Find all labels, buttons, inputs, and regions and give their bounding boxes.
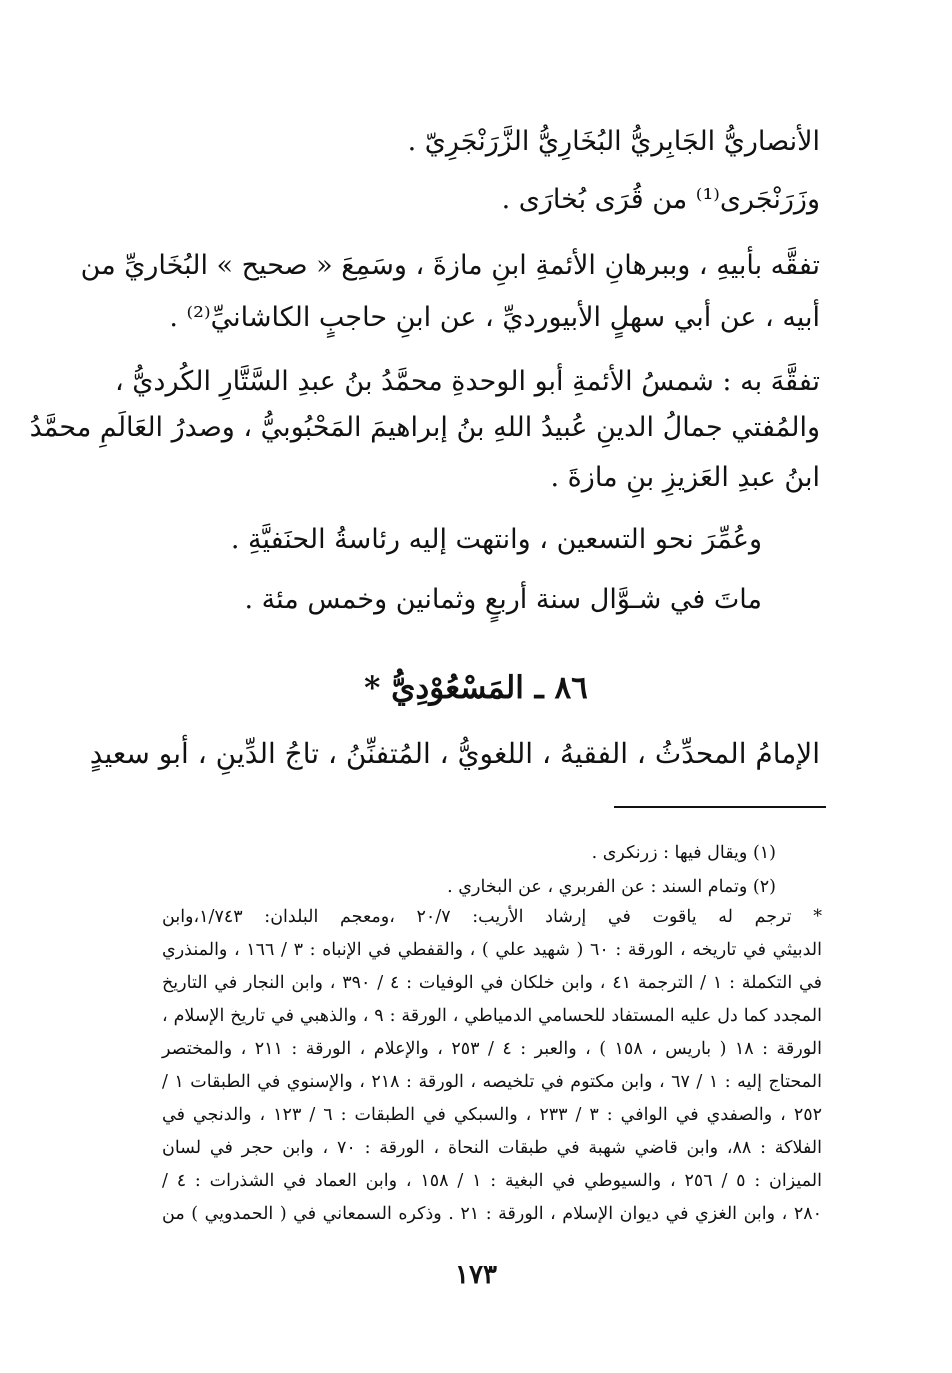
footnote-1: (١) ويقال فيها : زرنكرى .	[591, 843, 776, 863]
source-line-6: المحتاج إليه : ١ / ٦٧ ، وابن مكتوم في تلخيصه ، الورقة : ٢١٨ ، والإسنوي في الطبقات ١ /	[162, 1072, 822, 1092]
source-line-4: المجدد كما دل عليه المستفاد للحسامي الدمياطي ، الورقة : ٩ ، والذهبي في تاريخ الإسلام ،	[162, 1006, 822, 1026]
body-line-1: الأنصاريُّ الجَابِريُّ البُخَارِيُّ الزَّرَنْجَرِيّ .	[407, 126, 820, 157]
footnote-separator	[614, 806, 826, 808]
body-line-5: تفقَّهَ به : شمسُ الأئمةِ أبو الوحدةِ محمَّدُ بنُ عبدِ السَّتَّارِ الكُرديُّ ،	[115, 366, 820, 397]
body-line-8: وعُمِّرَ نحو التسعين ، وانتهت إليه رئاسةُ الحنَفيَّةِ .	[230, 524, 762, 555]
source-line-1: * ترجم له ياقوت في إرشاد الأريب: ٢٠/٧ ،ومعجم البلدان: ١/٧٤٣،وابن	[162, 907, 822, 927]
entry-first-line: الإمامُ المحدِّثُ ، الفقيهُ ، اللغويُّ ، المُتفنِّنُ ، تاجُ الدِّينِ ، أبو سعيدٍ	[89, 737, 820, 770]
source-line-2: الدبيثي في تاريخه ، الورقة : ٦٠ ( شهيد علي ) ، والقفطي في الإنباه : ٣ / ١٦٦ ، والمنذري	[162, 940, 822, 960]
source-line-7: ٢٥٢ ، والصفدي في الوافي : ٣ / ٢٣٣ ، والسبكي في الطبقات : ٦ / ١٢٣ ، والدنجي في	[162, 1105, 823, 1125]
body-line-3: تفقَّه بأبيهِ ، وببرهانِ الأئمةِ ابنِ مازةَ ، وسَمِعَ « صحيح » البُخَاريِّ من	[80, 250, 820, 281]
page-number: ١٧٣	[455, 1260, 497, 1290]
source-line-8: الفلاكة : ٨٨، وابن قاضي شهبة في طبقات النحاة ، الورقة : ٧٠ ، وابن حجر في لسان	[162, 1138, 822, 1158]
body-line-6: والمُفتي جمالُ الدينِ عُبيدُ اللهِ بنُ إبراهيمَ المَحْبُوبيُّ ، وصدرُ العَالَمِ محمَّدُ	[29, 412, 820, 443]
source-line-5: الورقة : ١٨ ( باريس ، ١٥٨ ) ، والعبر : ٤ / ٢٥٣ ، والإعلام ، الورقة : ٢١١ ، والمختصر	[162, 1039, 822, 1059]
entry-heading: ٨٦ ـ المَسْعُوْدِيُّ *	[364, 670, 588, 706]
footnote-2: (٢) وتمام السند : عن الفربري ، عن البخاري .	[447, 877, 776, 897]
body-line-4: أبيه ، عن أبي سهلٍ الأبيورديِّ ، عن ابنِ حاجبٍ الكاشانيِّ⁽²⁾ .	[169, 302, 820, 333]
body-line-2: وزَرَنْجَرى⁽¹⁾ من قُرَى بُخارَى .	[501, 184, 820, 215]
source-line-10: ٢٨٠ ، وابن الغزي في ديوان الإسلام ، الورقة : ٢١ . وذكره السمعاني في ( الحمدويي ) من	[162, 1204, 823, 1224]
source-line-9: الميزان : ٥ / ٢٥٦ ، والسيوطي في البغية : ١ / ١٥٨ ، وابن العماد في الشذرات : ٤ /	[162, 1171, 823, 1191]
body-line-9: ماتَ في شـوَّال سنة أربعٍ وثمانين وخمس مئة .	[244, 584, 762, 615]
source-line-3: في التكملة : ١ / الترجمة ٤١ ، وابن خلكان في الوفيات : ٤ / ٣٩٠ ، وابن النجار في التاريخ	[162, 973, 823, 993]
body-line-7: ابنُ عبدِ العَزيزِ بنِ مازةَ .	[550, 462, 820, 493]
